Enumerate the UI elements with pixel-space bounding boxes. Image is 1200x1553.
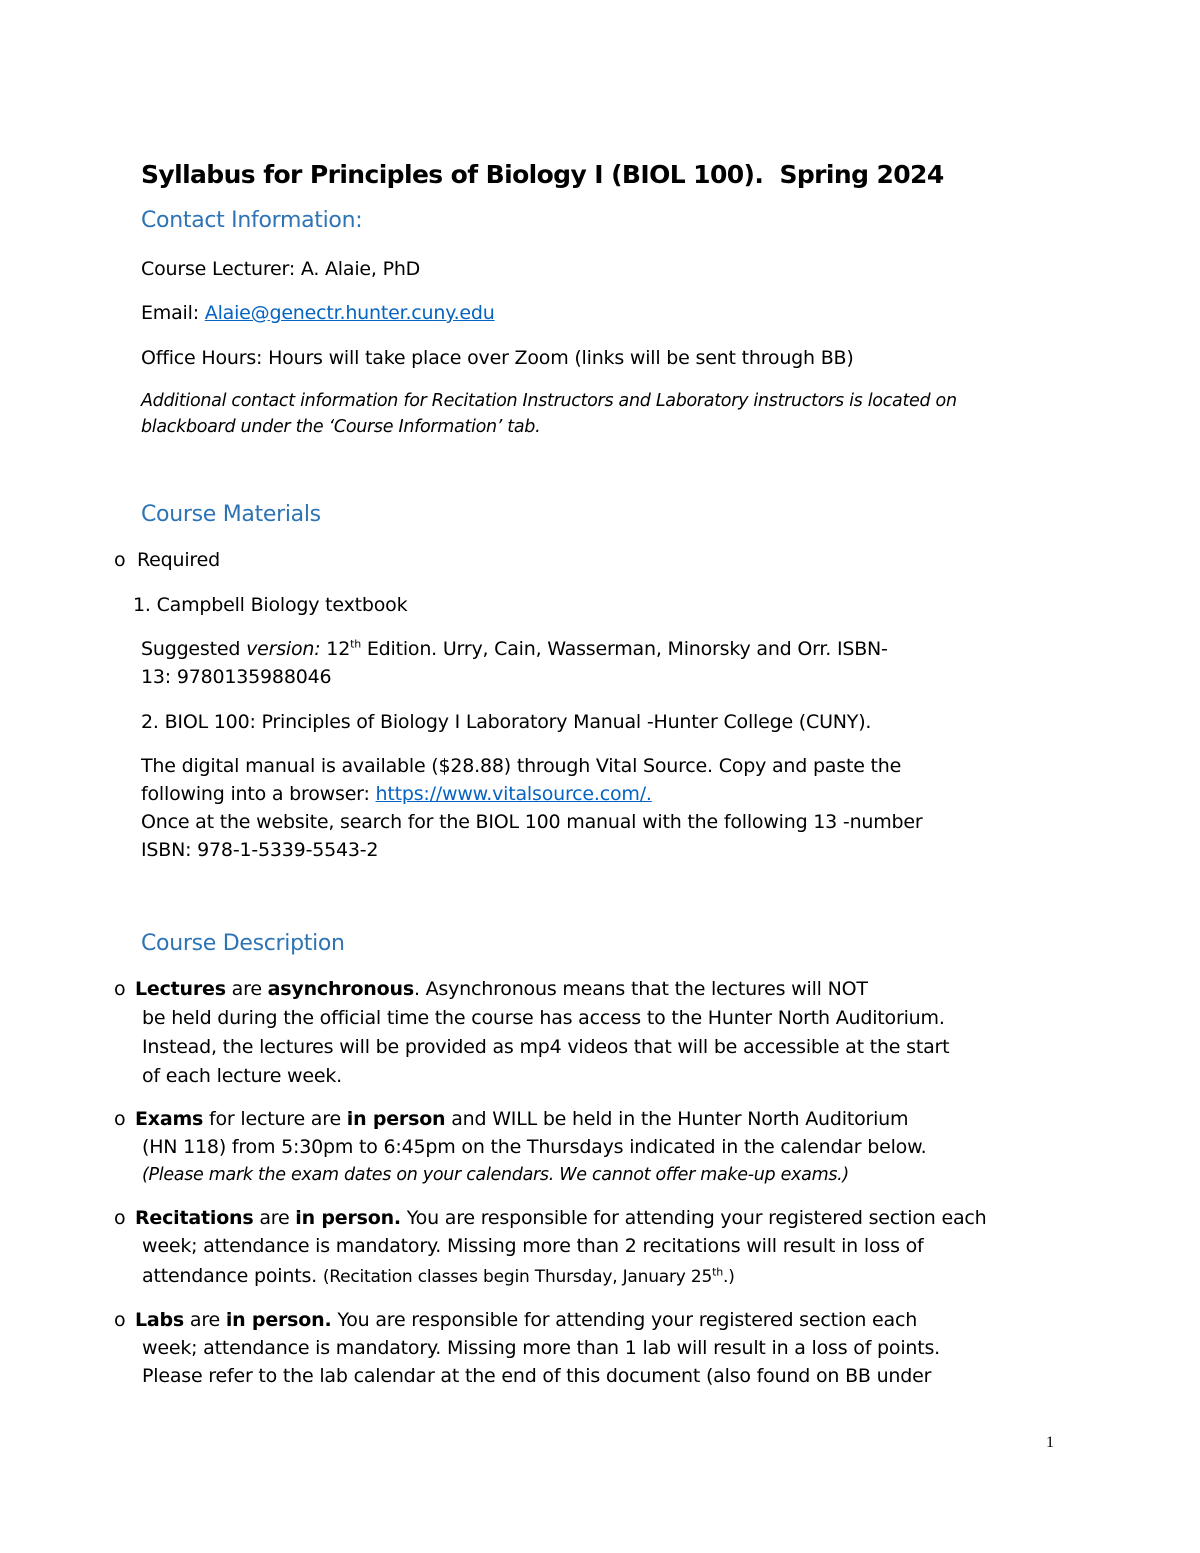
labs-are: are <box>184 1309 226 1331</box>
lab-manual-text: BIOL 100: Principles of Biology I Laboratory Manual -Hunter College (CUNY). <box>164 711 872 733</box>
suggested-version-line <box>141 635 888 663</box>
recitations-line-2: week; attendance is mandatory. Missing more than 2 recitations will result in loss of <box>142 1235 924 1257</box>
recitations-note-text: (Recitation classes begin Thursday, January 25 <box>322 1267 713 1287</box>
lab-manual-number: 2. <box>141 711 165 733</box>
email-line <box>141 299 495 327</box>
recitations-line-1 <box>135 1204 987 1232</box>
exams-label: Exams <box>135 1108 204 1130</box>
recitations-attendance: attendance points. <box>142 1265 323 1287</box>
suggested-prefix: Suggested <box>141 638 247 660</box>
labs-line-2: week; attendance is mandatory. Missing more than 1 lab will result in a loss of points. <box>142 1337 941 1359</box>
page-number: 1 <box>1046 1434 1054 1451</box>
labs-in-person: in person. <box>225 1309 332 1331</box>
additional-contact-line-1: Additional contact information for Recitation Instructors and Laboratory instructors is located on <box>141 391 957 411</box>
recitations-start-note <box>323 1267 735 1287</box>
lectures-line-2: be held during the official time the course has access to the Hunter North Auditorium. <box>142 1007 945 1029</box>
recitations-note-end: .) <box>723 1267 735 1287</box>
labs-rest: You are responsible for attending your registered section each <box>331 1309 918 1331</box>
isbn-line: 13: 9780135988046 <box>141 666 332 688</box>
lectures-bullet: o <box>114 978 126 1000</box>
description-heading: Course Description <box>141 931 345 956</box>
lectures-line-3: Instead, the lectures will be provided as mp4 videos that will be accessible at the start <box>142 1036 950 1058</box>
suggested-rest: Edition. Urry, Cain, Wasserman, Minorsky and Orr. ISBN- <box>360 638 888 660</box>
textbook-item: 1. Campbell Biology textbook <box>133 594 408 616</box>
exams-line-1 <box>135 1105 908 1133</box>
exams-rest: and WILL be held in the Hunter North Auditorium <box>445 1108 909 1130</box>
browser-instruction: following into a browser: <box>141 783 376 805</box>
digital-manual-line-1: The digital manual is available ($28.88) through Vital Source. Copy and paste the <box>141 755 902 777</box>
labs-line-3: Please refer to the lab calendar at the end of this document (also found on BB under <box>142 1365 932 1387</box>
suggested-version-label: version: <box>246 638 321 660</box>
recitations-line-3 <box>142 1262 735 1291</box>
digital-manual-line-3: Once at the website, search for the BIOL 100 manual with the following 13 -number <box>141 811 923 833</box>
recitations-rest: You are responsible for attending your registered section each <box>400 1207 987 1229</box>
exams-in-person: in person <box>346 1108 446 1130</box>
required-bullet: o <box>114 549 126 571</box>
recitations-are: are <box>253 1207 296 1229</box>
asynchronous-label: asynchronous <box>267 978 414 1000</box>
lectures-rest: . Asynchronous means that the lectures will NOT <box>413 978 868 1000</box>
email-link[interactable]: Alaie@genectr.hunter.cuny.edu <box>204 302 495 324</box>
lecturer-line: Course Lecturer: A. Alaie, PhD <box>141 258 421 280</box>
recitations-in-person: in person. <box>295 1207 401 1229</box>
document-title: Syllabus for Principles of Biology I (BIOL 100). Spring 2024 <box>141 160 944 189</box>
exams-note: (Please mark the exam dates on your calendars. We cannot offer make-up exams.) <box>142 1165 849 1185</box>
labs-bullet: o <box>114 1309 126 1331</box>
exams-line-2: (HN 118) from 5:30pm to 6:45pm on the Thursdays indicated in the calendar below. <box>142 1136 927 1158</box>
contact-heading: Contact Information: <box>141 208 363 233</box>
exams-for: for lecture are <box>203 1108 347 1130</box>
recitations-superscript: th <box>712 1265 723 1279</box>
digital-manual-isbn: ISBN: 978-1-5339-5543-2 <box>141 839 379 861</box>
email-label: Email: <box>141 302 205 324</box>
lectures-line-4: of each lecture week. <box>142 1065 343 1087</box>
recitations-label: Recitations <box>135 1207 254 1229</box>
digital-manual-line-2 <box>141 780 652 808</box>
lectures-label: Lectures <box>135 978 226 1000</box>
materials-heading: Course Materials <box>141 502 321 527</box>
vitalsource-link[interactable]: https://www.vitalsource.com/. <box>375 783 652 805</box>
exams-bullet: o <box>114 1108 126 1130</box>
recitations-bullet: o <box>114 1207 126 1229</box>
labs-label: Labs <box>135 1309 185 1331</box>
lab-manual-item <box>141 708 871 736</box>
required-label: Required <box>137 549 220 571</box>
labs-line-1 <box>135 1306 917 1334</box>
office-hours-line: Office Hours: Hours will take place over Zoom (links will be sent through BB) <box>141 347 854 369</box>
suggested-edition: 12 <box>320 638 351 660</box>
edition-superscript: th <box>350 637 361 651</box>
additional-contact-line-2: blackboard under the ‘Course Information’ tab. <box>141 417 541 437</box>
lectures-line-1 <box>135 975 868 1003</box>
lectures-are: are <box>225 978 268 1000</box>
